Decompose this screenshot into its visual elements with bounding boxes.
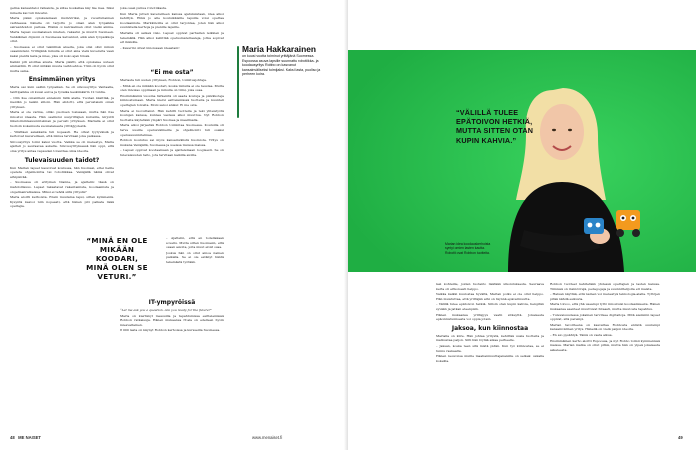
robot-toy-blue bbox=[584, 218, 604, 234]
subheading-jaksoa: Jaksoa, kun kiinnostaa bbox=[451, 324, 529, 332]
paragraph: lasi kohteille, joiden tuotanto lisätään ulkoistuksesta. Seuraava kerta oli erikoisesti helppo. bbox=[436, 282, 544, 291]
paragraph: Maria ei ole varma, olliko puolisen tosissaan, mutta hän itse innostui ideasta. Hän osallistui uusyrittäjien kurssille, kirjoitti liiketoimintasuunnitelman ja perusti yrityksen. Marialla ei ollut tuolloin kokemusta suomalaisesta yrittäjyydestä. bbox=[10, 110, 114, 129]
paragraph: Marialla oli selkeä visio. Lapset oppivat parhaiten leikkien ja tekemällä. Hän alkoi kehittää opetusmateriaaleja, jotka sopivat eri ikäisille. bbox=[120, 30, 224, 45]
paragraph: – Jaksan, koska teen sitä mistä pidän. Kun työ kiinnostaa, se ei tunnu raskaalta. bbox=[436, 343, 544, 353]
paragraph: Maria sai kuin saihin työpaikan. Se oli siivousyritys Vantaalla, tanttipaikka oli kuusi euroa ja työaika keskimäärin 12 tuntia. bbox=[10, 85, 114, 94]
paragraph: Kun Maria jutteli kavereilleen kanssa ajatuksistaan, idea alkoi kehittyä. Ehkä jo alle kouluikäisille lapsille voisi opettaa koodaamista. Markkinoilla ei ollut tarjontaa, joten hän alkoi suunnitella kerhoja ja pienille lapsille. bbox=[120, 11, 224, 30]
paragraph: Marialla on kiire. Hän johtaa yritystä, kehittää uusia tuotteita ja matkustaa paljon. Silti hän löytää aikaa perheelle. bbox=[436, 333, 544, 343]
paragraph: – Yllättäen asiakkaita tuli nopeasti. He olivat tyytyväisiä ja kertoivat kavereilleen, että minua tarvitaan joka paikassa. bbox=[10, 129, 114, 139]
left-col-2-top bbox=[120, 6, 224, 66]
url-footer bbox=[252, 435, 312, 440]
subheading-ei-me-osta: “Ei me osta” bbox=[150, 69, 194, 76]
paragraph: Kun Marian lapset kasvoivat koulussa, hän huomasi, ettei heille opeteta ohjelmointia tai robotiikkaa. Venäjällä nämä olivat arkipäivää. bbox=[10, 165, 114, 179]
paragraph: – Välillä tulee epätoivon hetkiä. Silloin otan kupin kahvia, hengitän syvään ja jatkan eteenpäin. bbox=[436, 302, 544, 311]
profile-sidebar bbox=[242, 44, 322, 77]
paragraph: Maria aloitti kerhoista. Ensin muutama lapsi, sitten kymmeniä. Kysyntä kasvoi niin nopeasti, että hänen piti palkata lisää opettajia. bbox=[10, 195, 114, 209]
folio-right: 49 bbox=[678, 435, 683, 440]
right-col-2 bbox=[550, 282, 660, 432]
paragraph: Kaikki piti aloittaa alusta. Maria päätti, että opiskelee uuteen ammattiin. Ei ollut mitään muuta vaihtoehtoa. Töiin oli hyvin ollut mutta sama. bbox=[10, 59, 114, 73]
photo-quote-line: MUTTA SITTEN OTAN bbox=[456, 126, 534, 136]
paragraph: Siivousyritys toimi kaksi vuotta. Vaikka se oli menestys, Maria ajatteli jo seuraavaa askelta. Siivousyrityksessä hän oppi, että oma yritys antaa vapauden toteuttaa omia ideoita. bbox=[10, 139, 114, 154]
paragraph: – Olin ilse omanilleni ennekuin tällä alalla. Tuohan käsittää, ja meidän jo laskin silloin. Hän ehdotti, että perustaisin oman yrityksen. bbox=[10, 95, 114, 109]
paragraph: Maria pääsi opiskelemaan insinööriksi, ja vuosituhannen vaihteessa hänelle oli tarjottu jo oman alan työpaikka sairaanhoidon parissa. Eläinä oi kalvisalmen ollut vieläi ainina. Maria tapasi suomalaisen miehen, rakastui ja muutti Suomeen. Venäläinen diplomi oi Suomessa kelvannut, eikä alan työpaikkoja ollut. bbox=[10, 16, 114, 44]
portrait-illustration bbox=[348, 50, 696, 272]
profile-bio: on kuusi vuotta toiminut yrittäjänä Suomessa. Espoossa asuva lapsille suunnattu robotiikka- ja koodausyritys Robbo on kasvanut kansainväliseksi toimijaksi. Kaksi lasta, puoliso ja perheen koira. bbox=[242, 54, 321, 77]
photo-quote-line: “VÄLILLÄ TULEE bbox=[456, 108, 519, 117]
paragraph: Ensimmäinen kerho aloitti Espoossa, ja nyt Robbo toimii kymmenissä maissa. Marian matka on ollut pitkä, mutta hän on ylpeä jokaisesta askeleesta. bbox=[550, 338, 660, 352]
paragraph: – Minä en ole mikään koodari, koska minulla ei ole taustaa. Mutta olen innokas oppimaan ja minulla on tiimi, joka osaa. bbox=[120, 83, 224, 93]
paragraph: 8 000 lasta on käynyt Robbon kerhoissa ja kursseilla Suomessa. bbox=[120, 328, 221, 333]
right-col-1 bbox=[436, 282, 544, 432]
paragraph: – En aio pysähtyä. Tämä on vasta alkua. bbox=[550, 332, 613, 337]
pull-quote: “MINÄ EN OLE MIKÄÄN KOODARI, MINÄ OLEN SE VETURI.” bbox=[86, 236, 148, 281]
magazine-url: www.menaiset.fi bbox=[252, 435, 283, 440]
profile-name: Maria Hakkarainen bbox=[242, 44, 317, 54]
paragraph: – Suomessa oli erityinen tilanne, ja ajattelin: tässä on mahdollisuus. Lapset rakastavat rakentamista, koodaamista ja ongelmanratkaisua. Miksi ei tehdä siitä yritystä? bbox=[10, 180, 114, 194]
paragraph: Maria toivoo, että yhä useampi tyttö innostuisi koodaamisesta. Hänen mukaansa asenteet muuttuvat hitaasti, mutta muutosta tapahtuu. bbox=[550, 302, 660, 311]
paragraph: “Let me ask you a question. Are you ready for the future?” bbox=[120, 308, 213, 312]
paragraph: Joskus hän on ollut ainoa nainen paikalla. Se ei ole estänyt häntä tekemästä työtään. bbox=[166, 250, 224, 264]
paragraph: Maria on kiertänyt messuilla ja tapahtumissa esittelemässä Robbon ratkaisuja. Hänen mukaansa IT-ala on edelleen hyvin miesvaltainen. bbox=[120, 313, 224, 327]
paragraph: – Kaverini olivat innoissaan ideastani! bbox=[120, 45, 180, 50]
paragraph: Maria alkoi järjestää Robbon toimintaa Suomessa. Kouluilla oli tarve uusille opetusvälineille ja ohjelmointi tuli osaksi opetussuunnitelmaa. bbox=[120, 123, 224, 137]
left-col-2-beside-quote bbox=[166, 236, 224, 294]
right-footer bbox=[678, 435, 683, 440]
left-col-2-bottom bbox=[120, 296, 224, 426]
paragraph: Hänen mukaansa yrittäjyys vaatii sitkeyttä. Jokaisesta epäonnistumisesta voi oppia jotain. bbox=[436, 312, 544, 322]
photo-caption: Marian idea koodauskerhoista syntyi omien lasten kautta. Robotit ovat Robbon tuotteita. bbox=[445, 242, 491, 255]
subheading-it-ymparoissa: IT-ympyröissä bbox=[148, 299, 196, 306]
paragraph: Vaikka kaikki kuulostaa hyvältä, Marian polku ei ole ollut helppo. Hän muistuttaa, että yrittäjän arki on täynnä epävarmuutta. bbox=[436, 292, 544, 301]
paragraph: – Haluan näyttää, että nainen voi menestyä teknologia-alalla. Tyttöjen pitää nähdä esikuvia. bbox=[550, 292, 660, 301]
magazine-name: ME NAISET bbox=[18, 435, 41, 440]
left-col-1 bbox=[10, 6, 114, 426]
paragraph: Robbon koulutus sai myös kansainvälistä huomiota. Yritys on mukana Venäjällä, Suomessa ja useissa muissa maissa. bbox=[120, 138, 224, 147]
hero-photo bbox=[348, 50, 696, 272]
left-col-2-mid bbox=[120, 66, 224, 248]
sidebar-accent-bar bbox=[237, 46, 239, 118]
left-footer bbox=[10, 435, 41, 440]
photo-quote-line: KUPIN KAHVIA.” bbox=[456, 135, 517, 145]
paragraph: joka osasi puhua robotiikasta. bbox=[120, 6, 167, 10]
paragraph: Marian tavoitteena on kasvattaa Robbosta entistä suurempi kansainvälinen yritys. Hänellä on vielä paljon ideoita. bbox=[550, 322, 660, 332]
photo-quote-line: EPÄTOIVON HETKIÄ, bbox=[456, 117, 533, 127]
subheading-tulevaisuus: Tulevaisuuden taidot? bbox=[24, 156, 100, 164]
photo-quote bbox=[456, 108, 533, 145]
paragraph: – Lapset oppivat koodaamaan ja ajattelemaan loogisesti. Se on tulevaisuuden taito, jota tarvitaan kaikilla aloilla. bbox=[120, 148, 224, 157]
paragraph: – Tulevaisuudessa jokainen tarvitsee digitaitoja. Mitä aiemmin lapset oppivat, sitä parempi. bbox=[550, 312, 660, 322]
subheading-ensimmainen: Ensimmäinen yritys bbox=[28, 76, 96, 84]
paragraph: Robbon tuotteet kehitetään yhdessä opettajien ja lasten kanssa. Tiimissä on insinöörejä, pedagogeja ja suunnittelijoita eri maista. bbox=[550, 282, 660, 291]
paragraph: – Suomessa ei ollut teknillisä alueita, joka olisi ollut minun osaamistani. Yrittäjänä minulla ei ollut aina vielä kuvereita vaan kaksi pientä lasta ja mies, joka oli koko ajan töissä. bbox=[10, 44, 114, 58]
paragraph: – Ajattelin, että en todellakaan sovellu. Mutta sitten huomasin, että osaan asioita, joita muut eivät osaa. bbox=[166, 236, 224, 250]
paragraph: Maria ei luovuttanut. Hän kehitti tuotteita ja teki yhteistyötä koulujen kanssa, kunnes vastaus alkoi muuttua. Nyt Robbon tuotteita käytetään ympäri Suomea ja maailmalla. bbox=[120, 108, 224, 122]
paragraph: Hänen neuvonsa muille maahanmuuttajanaisille on selkeä: uskalla kokeilla. bbox=[436, 354, 544, 363]
folio-left: 48 bbox=[10, 435, 15, 440]
paragraph: Ensimmäisinä vuosina tärkeintä oli saada kouluja ja päiväkoteja kiinnostumaan. Maria kiersi esittelemässä tuotteita ja kuunteli opettajien toiveita. Moni sanoi aluksi: Ei me osta. bbox=[120, 93, 224, 107]
paragraph: gelma kansantaloi raikaista, ja siitse koskellaa käy täe mes. Siksi mineita kai tuli innostui. bbox=[10, 6, 114, 15]
paragraph: Mariasta tuli uuden yrityksen, Robbon, toimitusjohtaja. bbox=[120, 78, 207, 82]
